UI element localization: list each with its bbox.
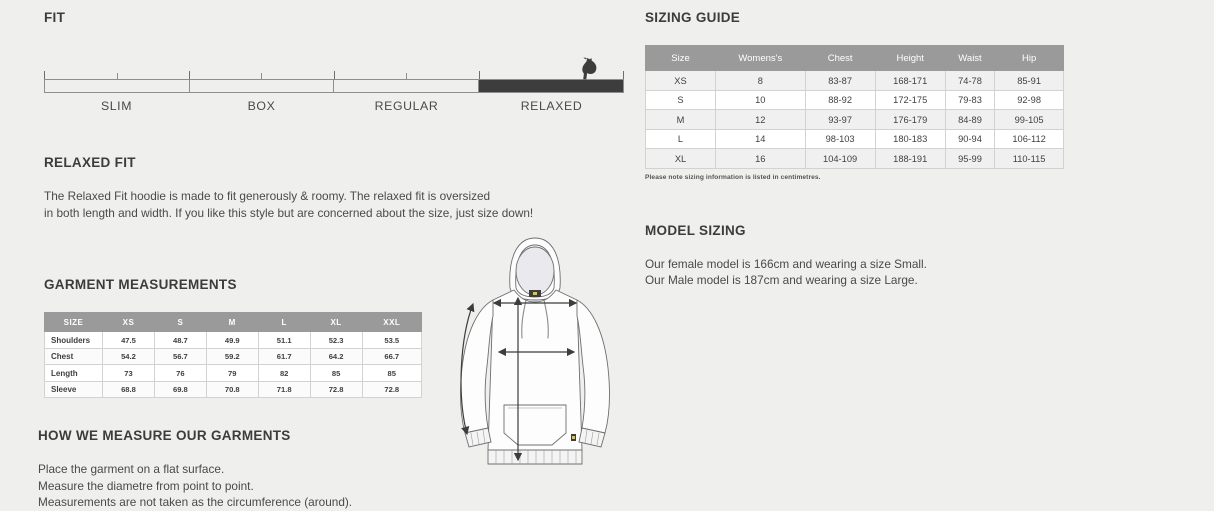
table-row	[646, 71, 1064, 91]
garment-measurements-table	[44, 312, 422, 398]
table-row	[45, 348, 422, 365]
table-row	[646, 129, 1064, 149]
sizing-col-hip: Hip	[995, 46, 1064, 71]
garment-measurements-title: GARMENT MEASUREMENTS	[44, 277, 237, 292]
sizing-cell-hip: 110-115	[995, 149, 1064, 169]
garment-cell: 69.8	[154, 381, 206, 398]
sizing-cell-womens: 10	[716, 90, 806, 110]
relaxed-fit-title: RELAXED FIT	[44, 155, 136, 170]
fit-segment-box[interactable]	[190, 80, 335, 92]
sizing-cell-size: XS	[646, 71, 716, 91]
fit-scale-divider-2	[334, 71, 335, 79]
table-row	[45, 365, 422, 382]
sizing-cell-waist: 95-99	[945, 149, 994, 169]
fit-scale-edge-start	[44, 71, 45, 79]
garment-cell: 53.5	[362, 332, 421, 349]
garment-row-label: Chest	[45, 348, 103, 365]
garment-cell: 59.2	[206, 348, 258, 365]
fit-segment-relaxed[interactable]	[479, 80, 624, 92]
sizing-col-chest: Chest	[805, 46, 875, 71]
fit-segment-regular[interactable]	[334, 80, 479, 92]
fit-scale-labels	[44, 99, 624, 113]
garment-cell: 71.8	[258, 381, 310, 398]
fit-tick-regular	[406, 73, 407, 80]
right-column	[645, 10, 1075, 289]
garment-col-xxl: XXL	[362, 313, 421, 332]
garment-col-xl: XL	[310, 313, 362, 332]
sizing-cell-height: 172-175	[875, 90, 945, 110]
table-row	[45, 332, 422, 349]
sizing-cell-height: 180-183	[875, 129, 945, 149]
model-sizing-title: MODEL SIZING	[645, 222, 746, 238]
table-row	[45, 381, 422, 398]
garment-cell: 66.7	[362, 348, 421, 365]
bird-icon	[572, 57, 602, 80]
sizing-cell-size: S	[646, 90, 716, 110]
garment-cell: 85	[362, 365, 421, 382]
how-we-measure-line-1: Place the garment on a flat surface.	[38, 462, 225, 476]
sizing-cell-womens: 12	[716, 110, 806, 130]
garment-cell: 56.7	[154, 348, 206, 365]
sizing-col-waist: Waist	[945, 46, 994, 71]
sizing-cell-womens: 16	[716, 149, 806, 169]
sizing-cell-height: 168-171	[875, 71, 945, 91]
sizing-cell-chest: 98-103	[805, 129, 875, 149]
garment-cell: 51.1	[258, 332, 310, 349]
garment-cell: 54.2	[103, 348, 155, 365]
garment-cell: 72.8	[362, 381, 421, 398]
garment-cell: 70.8	[206, 381, 258, 398]
garment-cell: 68.8	[103, 381, 155, 398]
relaxed-fit-section	[38, 155, 638, 221]
sizing-guide-table	[645, 45, 1064, 169]
garment-col-size: SIZE	[45, 313, 103, 332]
garment-cell: 64.2	[310, 348, 362, 365]
garment-col-s: S	[154, 313, 206, 332]
sizing-cell-hip: 85-91	[995, 71, 1064, 91]
garment-cell: 48.7	[154, 332, 206, 349]
sizing-cell-waist: 84-89	[945, 110, 994, 130]
garment-row-label: Length	[45, 365, 103, 382]
garment-cell: 72.8	[310, 381, 362, 398]
how-we-measure-line-2: Measure the diametre from point to point.	[38, 478, 254, 493]
sizing-cell-chest: 88-92	[805, 90, 875, 110]
garment-row-label: Sleeve	[45, 381, 103, 398]
garment-row-label: Shoulders	[45, 332, 103, 349]
fit-scale-edge-end	[623, 71, 624, 79]
sizing-cell-height: 176-179	[875, 110, 945, 130]
model-sizing-line-2: Our Male model is 187cm and wearing a size Large.	[645, 273, 918, 287]
relaxed-fit-description	[44, 188, 638, 221]
sizing-cell-size: L	[646, 129, 716, 149]
model-sizing-description	[645, 256, 1075, 289]
hoodie-technical-drawing	[440, 228, 630, 473]
sizing-guide-title: SIZING GUIDE	[645, 10, 741, 25]
sizing-cell-chest: 104-109	[805, 149, 875, 169]
model-sizing-line-1: Our female model is 166cm and wearing a size Small.	[645, 256, 927, 271]
table-header-row	[45, 313, 422, 332]
fit-scale-divider-1	[189, 71, 190, 79]
sizing-col-womens: Womens's	[716, 46, 806, 71]
table-row	[646, 149, 1064, 169]
garment-cell: 49.9	[206, 332, 258, 349]
sizing-cell-hip: 99-105	[995, 110, 1064, 130]
sizing-cell-womens: 8	[716, 71, 806, 91]
sizing-cell-waist: 74-78	[945, 71, 994, 91]
sizing-cell-hip: 106-112	[995, 129, 1064, 149]
sizing-cell-chest: 93-97	[805, 110, 875, 130]
fit-tick-slim	[117, 73, 118, 80]
table-header-row	[646, 46, 1064, 71]
sizing-col-height: Height	[875, 46, 945, 71]
sizing-cell-size: M	[646, 110, 716, 130]
garment-cell: 79	[206, 365, 258, 382]
sizing-cell-waist: 90-94	[945, 129, 994, 149]
how-we-measure-line-3: Measurements are not taken as the circumference (around).	[38, 495, 353, 509]
table-row	[646, 90, 1064, 110]
fit-label-slim[interactable]: SLIM	[100, 99, 133, 113]
model-sizing-section	[645, 223, 1075, 289]
garment-col-l: L	[258, 313, 310, 332]
relaxed-fit-line-2: in both length and width. If you like this style but are concerned about the size, just size down!	[44, 205, 534, 220]
fit-title: FIT	[44, 10, 66, 25]
garment-cell: 73	[103, 365, 155, 382]
sizing-cell-womens: 14	[716, 129, 806, 149]
garment-col-xs: XS	[103, 313, 155, 332]
fit-scale-track	[44, 79, 624, 93]
fit-label-box[interactable]: BOX	[247, 99, 276, 113]
sizing-col-size: Size	[646, 46, 716, 71]
fit-scale[interactable]	[44, 55, 624, 113]
fit-segment-slim[interactable]	[45, 80, 190, 92]
fit-label-regular[interactable]: REGULAR	[374, 99, 439, 113]
garment-cell: 76	[154, 365, 206, 382]
garment-cell: 61.7	[258, 348, 310, 365]
sizing-cell-waist: 79-83	[945, 90, 994, 110]
sizing-cell-height: 188-191	[875, 149, 945, 169]
sizing-cell-size: XL	[646, 149, 716, 169]
sizing-cell-hip: 92-98	[995, 90, 1064, 110]
how-we-measure-title: HOW WE MEASURE OUR GARMENTS	[38, 428, 291, 443]
fit-label-relaxed[interactable]: RELAXED	[520, 99, 583, 113]
fit-tick-box	[261, 73, 262, 80]
sizing-cell-chest: 83-87	[805, 71, 875, 91]
fit-scale-divider-3	[479, 71, 480, 79]
garment-cell: 47.5	[103, 332, 155, 349]
table-row	[646, 110, 1064, 130]
relaxed-fit-line-1: The Relaxed Fit hoodie is made to fit generously & roomy. The relaxed fit is oversized	[44, 189, 491, 203]
garment-cell: 52.3	[310, 332, 362, 349]
garment-cell: 85	[310, 365, 362, 382]
garment-col-m: M	[206, 313, 258, 332]
sizing-guide-note: Please note sizing information is listed in centimetres.	[645, 173, 821, 181]
garment-cell: 82	[258, 365, 310, 382]
